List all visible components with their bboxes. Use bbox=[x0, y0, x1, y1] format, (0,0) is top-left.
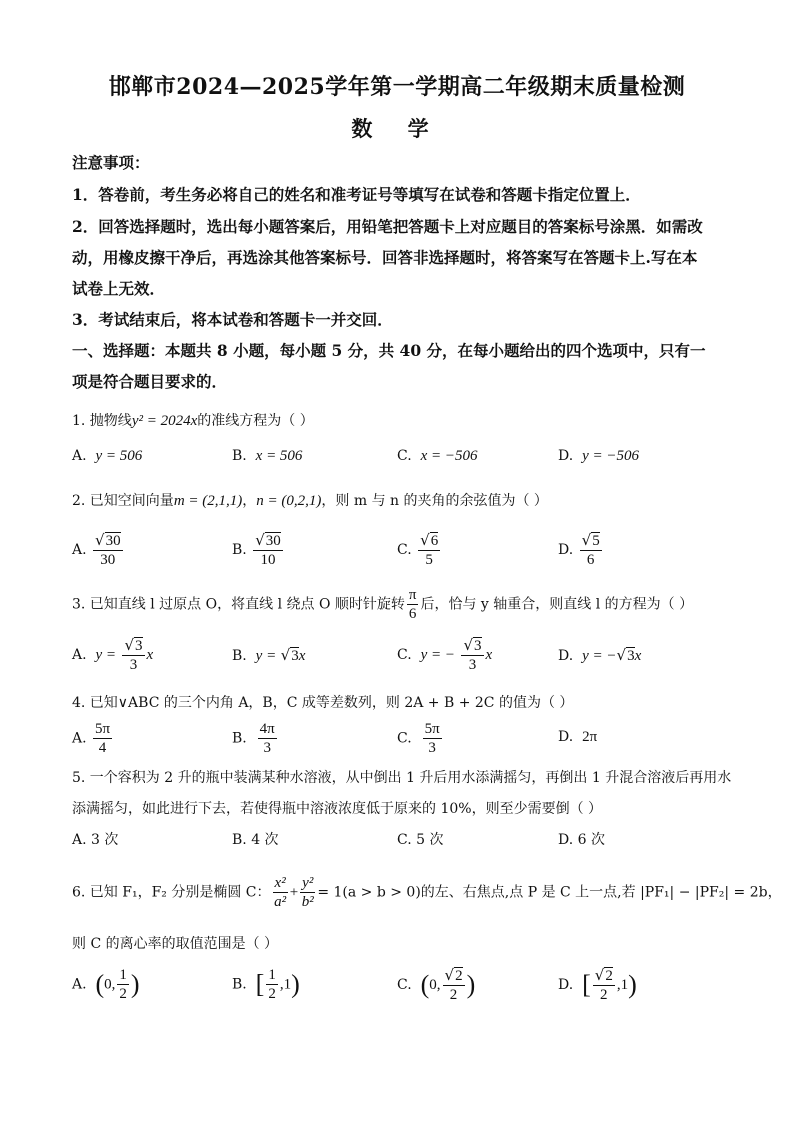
question-4: 4. 已知∨ABC 的三个内角 A，B，C 成等差数列，则 2A + B + 2C 的值为（ ） bbox=[72, 695, 574, 711]
q2-option-a: A. $\frac{√30}{30}$ bbox=[72, 531, 121, 568]
q5-option-b: B. 4 次 bbox=[232, 832, 279, 848]
question-6: 6. 已知 F₁，F₂ 分别是椭圆 C： $\frac{\text{x²}}{\text{a²}}$ + $\frac{\text{y²}}{\text{b²}}$ = 1(a > b > 0)的左、右焦点,点 P 是 C 上一点,若 |PF₁| − |PF₂| = 2b， bbox=[72, 875, 782, 910]
q4-option-c: C. $\frac{5\pi}{3}$ bbox=[397, 721, 440, 756]
question-6-line2: 则 C 的离心率的取值范围是（ ） bbox=[72, 936, 279, 952]
q1-stem: 1. 抛物线 bbox=[72, 413, 132, 429]
q3-option-d: D. y = −√3x bbox=[558, 646, 642, 664]
question-3: 3. 已知直线 l 过原点 O，将直线 l 绕点 O 顺时针旋转 $\frac{\pi}{6}$ 后，恰与 y 轴重合，则直线 l 的方程为（ ） bbox=[72, 587, 694, 622]
q1-option-b: B. x = 506 bbox=[232, 448, 303, 464]
question-1 bbox=[72, 410, 314, 430]
notice-item-2-end: 试卷上无效． bbox=[72, 279, 166, 298]
q6-option-c: C. (0, $\frac{√2}{2}$ ) bbox=[397, 966, 476, 1003]
q1-stem-end: 的准线方程为（ ） bbox=[197, 413, 314, 429]
notice-heading: 注意事项： bbox=[72, 153, 150, 172]
q2-option-c: C. $\frac{√6}{5}$ bbox=[397, 531, 439, 568]
q1-option-a: A. y = 506 bbox=[72, 448, 143, 464]
q6-option-d: D. [ $\frac{√2}{2}$ ,1) bbox=[558, 966, 637, 1003]
q2-option-d: D. $\frac{√5}{6}$ bbox=[558, 531, 600, 568]
q5-option-c: C. 5 次 bbox=[397, 832, 444, 848]
q4-option-b: B. $\frac{4\pi}{3}$ bbox=[232, 721, 275, 756]
q1-option-d: D. y = −506 bbox=[558, 448, 639, 464]
question-5-line2: 添满摇匀，如此进行下去，若使得瓶中溶液浓度低于原来的 10%，则至少需要倒（ ） bbox=[72, 801, 603, 817]
section-heading-line1: 一、选择题：本题共 8 小题，每小题 5 分，共 40 分，在每小题给出的四个选项中，只有一 bbox=[72, 341, 706, 360]
notice-item-2: 2．回答选择题时，选出每小题答案后，用铅笔把答题卡上对应题目的答案标号涂黑．如需改 bbox=[72, 217, 703, 236]
q6-option-a: A. (0, $\frac{1}{2}$ ) bbox=[72, 967, 140, 1002]
section-heading-line2: 项是符合题目要求的． bbox=[72, 372, 228, 391]
subject-title: 数 学 bbox=[351, 116, 443, 141]
q1-equation: y² = 2024x bbox=[131, 413, 198, 429]
q3-option-b: B. y = √3x bbox=[232, 646, 306, 664]
q5-option-a: A. 3 次 bbox=[72, 832, 119, 848]
q2-option-b: B. $\frac{√30}{10}$ bbox=[232, 531, 281, 568]
q4-option-a: A. $\frac{5\pi}{4}$ bbox=[72, 721, 111, 756]
q3-option-a: A. y = $\frac{√3}{3}$ x bbox=[72, 636, 154, 673]
vector-n: n = (0,2,1) bbox=[256, 493, 322, 509]
vector-m: m = (2,1,1) bbox=[173, 493, 243, 509]
q3-option-c: C. y = − $\frac{√3}{3}$ x bbox=[397, 636, 493, 673]
q5-option-d: D. 6 次 bbox=[558, 832, 605, 848]
q1-option-c: C. x = −506 bbox=[397, 448, 478, 464]
exam-title: 邯郸市2024—2025学年第一学期高二年级期末质量检测 bbox=[108, 74, 686, 100]
q6-option-b: B. [ $\frac{1}{2}$ ,1) bbox=[232, 967, 300, 1002]
question-2: 2. 已知空间向量m = (2,1,1)，n = (0,2,1)，则 m 与 n 的夹角的余弦值为（ ） bbox=[72, 493, 548, 509]
notice-item-1: 1．答卷前，考生务必将自己的姓名和准考证号等填写在试卷和答题卡指定位置上． bbox=[72, 185, 641, 204]
q4-option-d: D. 2π bbox=[558, 729, 598, 745]
notice-item-2-cont: 动，用橡皮擦干净后，再选涂其他答案标号．回答非选择题时，将答案写在答题卡上.写在本 bbox=[72, 248, 698, 267]
question-5-line1: 5. 一个容积为 2 升的瓶中装满某种水溶液，从中倒出 1 升后用水添满摇匀，再倒出 1 升混合溶液后再用水 bbox=[72, 770, 732, 786]
notice-item-3: 3．考试结束后，将本试卷和答题卡一并交回． bbox=[72, 310, 393, 329]
